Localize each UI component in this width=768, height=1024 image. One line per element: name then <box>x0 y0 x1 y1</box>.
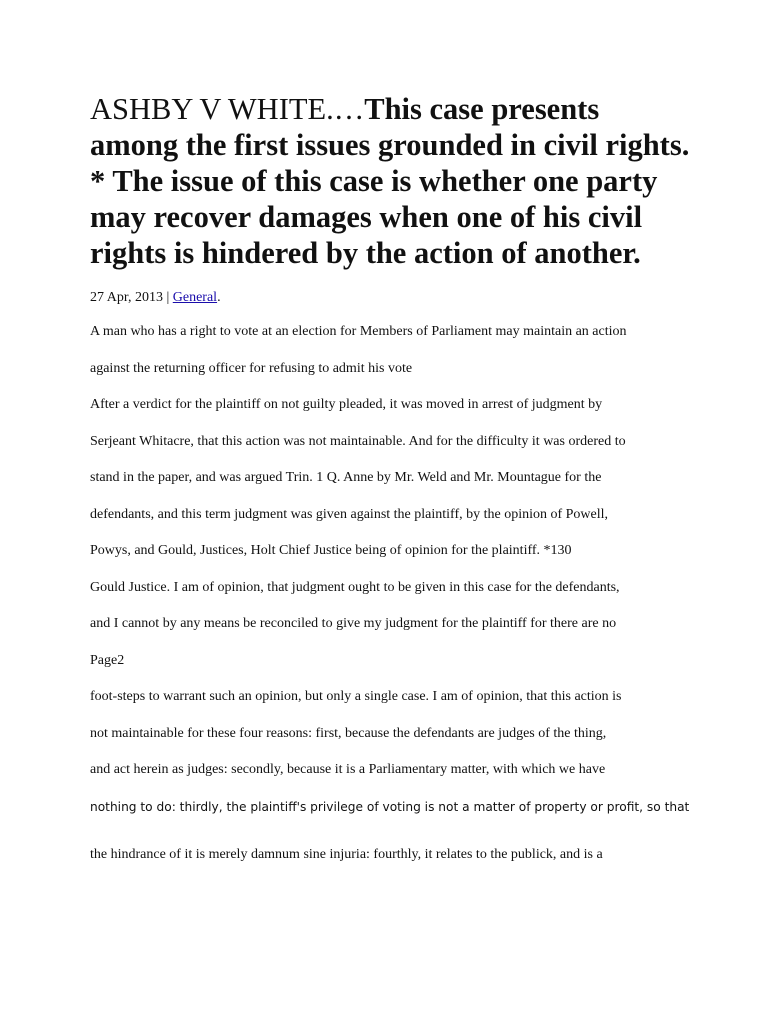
body-line: Gould Justice. I am of opinion, that judgment ought to be given in this case for the defendants, <box>90 579 620 595</box>
article-meta <box>90 290 690 306</box>
body-line: defendants, and this term judgment was given against the plaintiff, by the opinion of Powell, <box>90 506 609 522</box>
body-line: stand in the paper, and was argued Trin. 1 Q. Anne by Mr. Weld and Mr. Mountague for the <box>90 470 602 485</box>
article-title-lead: ASHBY V WHITE.… <box>90 92 365 126</box>
body-line: the hindrance of it is merely damnum sine injuria: fourthly, it relates to the publick, and is a <box>90 846 603 862</box>
body-line: and act herein as judges: secondly, because it is a Parliamentary matter, with which we have <box>90 762 606 777</box>
document-page <box>90 91 690 883</box>
article-title-tail: This case presents among the first issues grounded in civil rights. * The issue of this case is whether one party may recover damages when one of his civil rights is hindered by the action of another. <box>90 92 690 270</box>
body-line: not maintainable for these four reasons: first, because the defendants are judges of the thing, <box>90 725 607 741</box>
meta-trailing: . <box>217 290 221 305</box>
body-line-alt-font: nothing to do: thirdly, the plaintiff's privilege of voting is not a matter of property or profit, so that <box>90 799 690 814</box>
publish-date: 27 Apr, 2013 <box>90 290 163 305</box>
article-body <box>90 324 690 883</box>
article-title <box>90 91 690 271</box>
body-line: foot-steps to warrant such an opinion, but only a single case. I am of opinion, that this action is <box>90 689 622 704</box>
body-line: Serjeant Whitacre, that this action was not maintainable. And for the difficulty it was ordered to <box>90 433 626 449</box>
body-line: Powys, and Gould, Justices, Holt Chief Justice being of opinion for the plaintiff. *130 <box>90 543 572 558</box>
page-marker: Page2 <box>90 652 125 668</box>
body-line: After a verdict for the plaintiff on not guilty pleaded, it was moved in arrest of judgment by <box>90 397 603 412</box>
category-link[interactable]: General <box>172 290 218 305</box>
body-line: A man who has a right to vote at an election for Members of Parliament may maintain an action <box>90 324 627 339</box>
body-line: against the returning officer for refusing to admit his vote <box>90 360 413 376</box>
body-line: and I cannot by any means be reconciled to give my judgment for the plaintiff for there are no <box>90 616 617 631</box>
meta-separator: | <box>162 290 173 305</box>
